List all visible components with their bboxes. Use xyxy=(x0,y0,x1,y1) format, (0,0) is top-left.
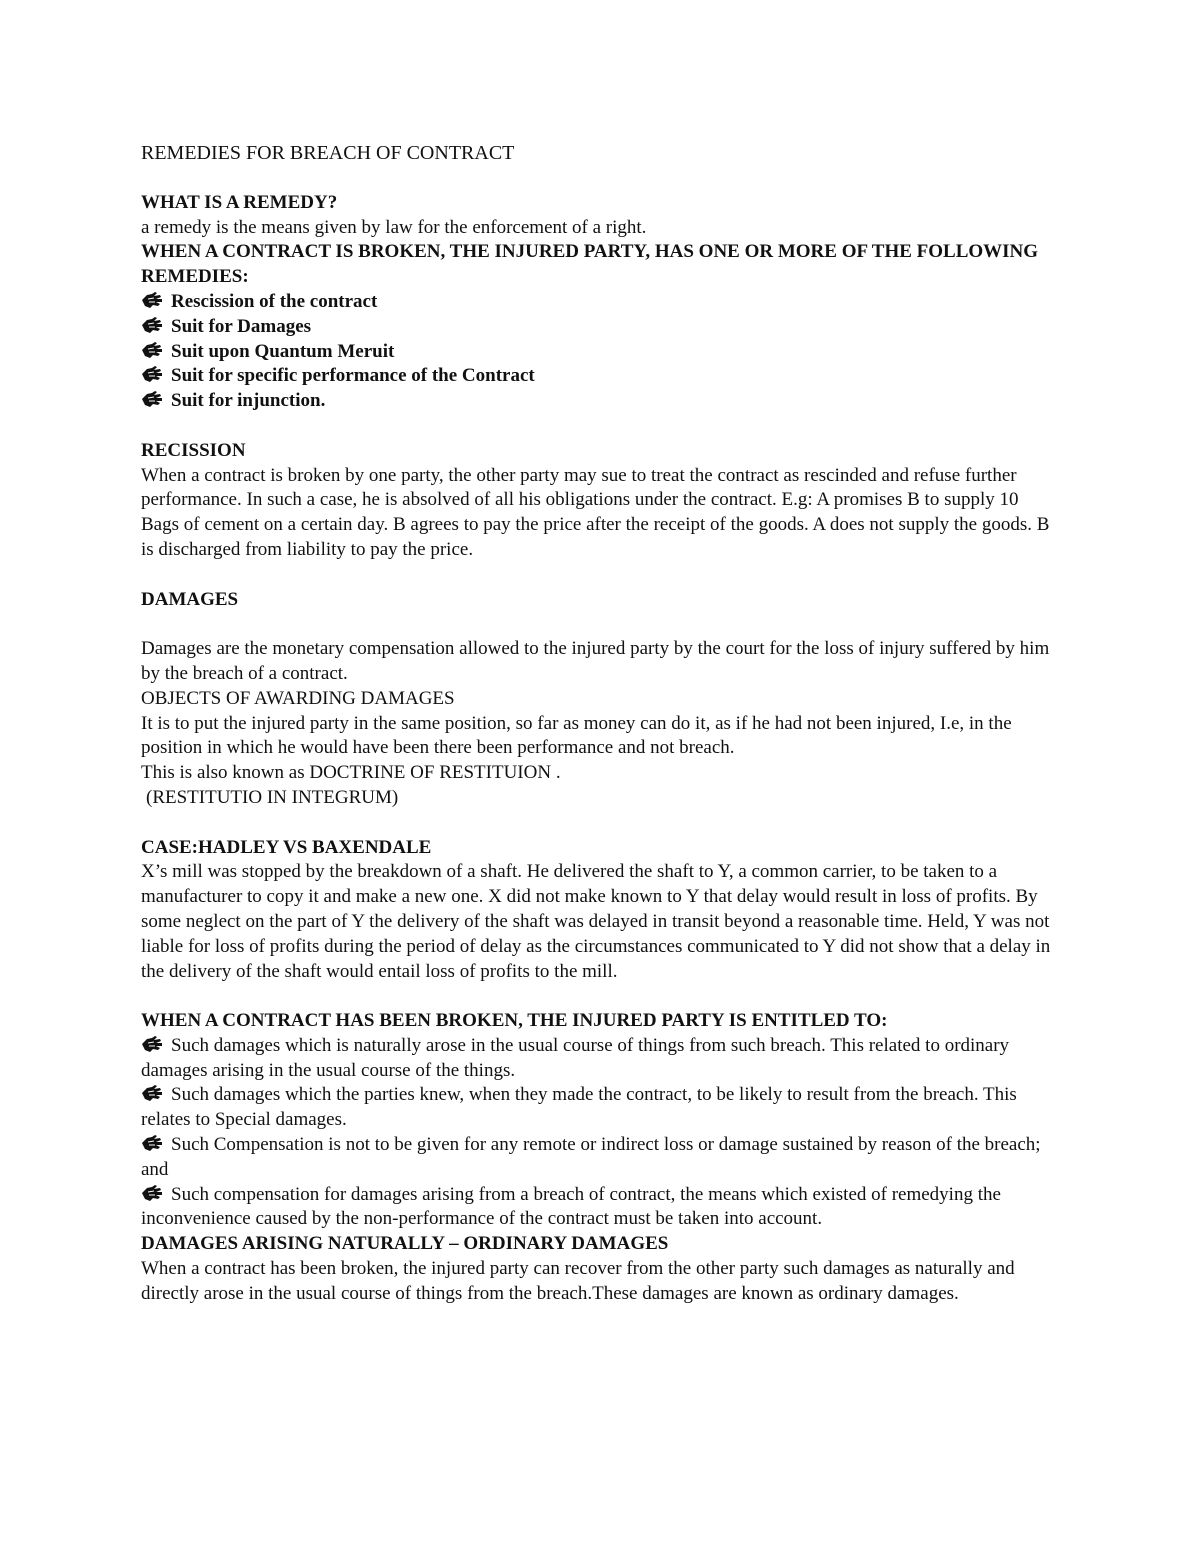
damages-definition: Damages are the monetary compensation allowed to the injured party by the court for the loss of injury suffered by him by the breach of a contract. xyxy=(141,638,1050,684)
list-item xyxy=(141,1034,1056,1084)
ordinary-body: When a contract has been broken, the injured party can recover from the other party such damages as naturally and directly arose in the usual course of things from the breach.These damages are known as ordinary damages. xyxy=(141,1258,1015,1304)
remedy-section xyxy=(141,191,1056,414)
hand-pointer-icon xyxy=(141,1084,171,1102)
recission-body: When a contract is broken by one party, the other party may sue to treat the contract as rescinded and refuse further performance. In such a case, he is absolved of all his obligations under the contract. E.g: A promises B to supply 10 Bags of cement on a certain day. B agrees to pay the price after the receipt of the goods. A does not supply the goods. B is discharged from liability to pay the price. xyxy=(141,464,1050,560)
recission-heading: RECISSION xyxy=(141,439,246,461)
list-item xyxy=(141,389,1056,414)
hand-pointer-icon xyxy=(141,1035,171,1053)
spacer xyxy=(141,984,1056,1009)
spacer xyxy=(141,563,1056,588)
entitled-item-text: Such Compensation is not to be given for any remote or indirect loss or damage sustained by reason of the breach; and xyxy=(141,1134,1041,1180)
recission-section xyxy=(141,439,1056,563)
list-item xyxy=(141,315,1056,340)
entitled-item-text: Such damages which the parties knew, when they made the contract, to be likely to result from the breach. This relates to Special damages. xyxy=(141,1084,1017,1131)
hand-pointer-icon xyxy=(141,341,171,359)
list-item xyxy=(141,364,1056,389)
hand-pointer-icon xyxy=(141,1184,171,1202)
objects-heading: OBJECTS OF AWARDING DAMAGES xyxy=(141,687,455,709)
entitled-heading: WHEN A CONTRACT HAS BEEN BROKEN, THE INJURED PARTY IS ENTITLED TO: xyxy=(141,1010,888,1032)
document-page xyxy=(141,141,1056,1307)
objects-body: It is to put the injured party in the same position, so far as money can do it, as if he had not been injured, I.e, in the position in which he would have been there been performance and not breach. xyxy=(141,712,1012,759)
damages-heading: DAMAGES xyxy=(141,588,239,610)
entitled-section xyxy=(141,1009,1056,1232)
hand-pointer-icon xyxy=(141,316,171,334)
latin-text: (RESTITUTIO IN INTEGRUM) xyxy=(146,786,399,808)
hand-pointer-icon xyxy=(141,390,171,408)
list-item xyxy=(141,340,1056,365)
list-item xyxy=(141,1183,1056,1233)
remedy-definition: a remedy is the means given by law for the enforcement of a right. xyxy=(141,216,647,238)
entitled-item-text: Such compensation for damages arising from a breach of contract, the means which existed of remedying the inconvenience caused by the non-performance of the contract must be taken into account. xyxy=(141,1183,1001,1230)
remedy-item-text: Suit for Damages xyxy=(171,315,312,337)
list-item xyxy=(141,1133,1056,1183)
remedy-item-text: Suit for injunction. xyxy=(171,390,326,412)
remedy-item-text: Suit for specific performance of the Contract xyxy=(171,365,535,387)
case-section xyxy=(141,836,1056,985)
ordinary-heading: DAMAGES ARISING NATURALLY – ORDINARY DAMAGES xyxy=(141,1233,669,1255)
doctrine-text: This is also known as DOCTRINE OF RESTITUION . xyxy=(141,762,561,784)
remedy-item-text: Suit upon Quantum Meruit xyxy=(171,340,395,362)
ordinary-section xyxy=(141,1232,1056,1306)
remedy-list xyxy=(141,290,1056,414)
hand-pointer-icon xyxy=(141,365,171,383)
hand-pointer-icon xyxy=(141,1134,171,1152)
spacer xyxy=(141,811,1056,836)
spacer xyxy=(141,612,1056,637)
case-body: X’s mill was stopped by the breakdown of a shaft. He delivered the shaft to Y, a common carrier, to be taken to a manufacturer to copy it and make a new one. X did not make known to Y that delay would result in loss of profits. By some neglect on the part of Y the delivery of the shaft was delayed in transit beyond a reasonable time. Held, Y was not liable for loss of profits during the period of delay as the circumstances communicated to Y did not show that a delay in the delivery of the shaft would entail loss of profits to the mill. xyxy=(141,861,1051,982)
remedy-heading: WHAT IS A REMEDY? xyxy=(141,191,338,213)
list-item xyxy=(141,290,1056,315)
hand-pointer-icon xyxy=(141,291,171,309)
damages-section xyxy=(141,588,1056,811)
entitled-item-text: Such damages which is naturally arose in the usual course of things from such breach. This related to ordinary damages arising in the usual course of the things. xyxy=(141,1034,1010,1081)
case-heading: CASE:HADLEY VS BAXENDALE xyxy=(141,836,432,858)
document-title: REMEDIES FOR BREACH OF CONTRACT xyxy=(141,142,515,164)
remedy-list-heading: WHEN A CONTRACT IS BROKEN, THE INJURED PARTY, HAS ONE OR MORE OF THE FOLLOWING REMEDIES: xyxy=(141,241,1039,288)
list-item xyxy=(141,1083,1056,1133)
spacer xyxy=(141,414,1056,439)
remedy-item-text: Rescission of the contract xyxy=(171,290,378,312)
